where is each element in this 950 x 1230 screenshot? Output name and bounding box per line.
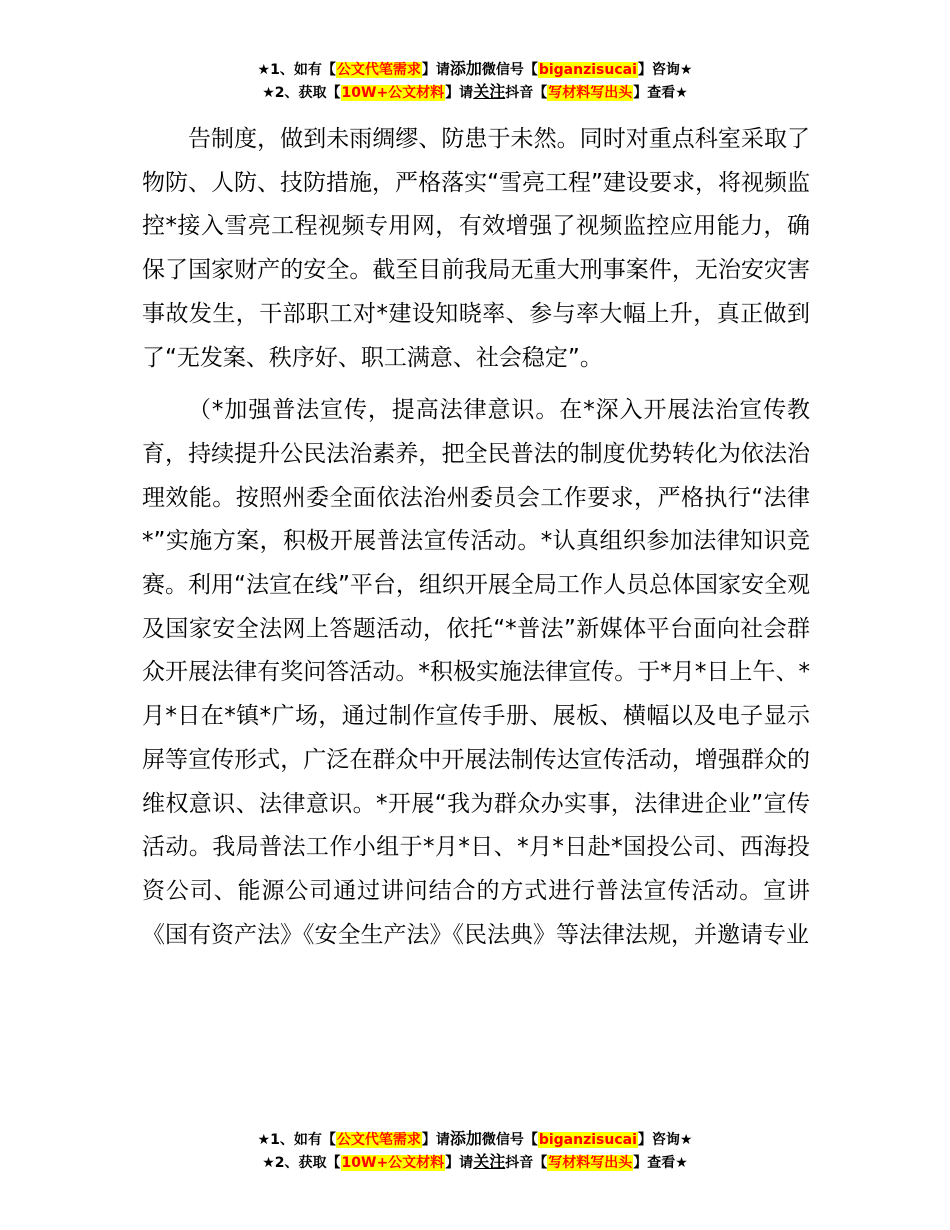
douyin-account-highlight: 写材料写出头 <box>548 85 633 101</box>
header-banner <box>0 58 950 104</box>
service-highlight: 公文代笔需求 <box>336 62 421 78</box>
banner-line-2: ★2、获取【10W+公文材料】请关注抖音【写材料写出头】查看★ <box>262 1152 688 1171</box>
banner-line-2: ★2、获取【10W+公文材料】请关注抖音【写材料写出头】查看★ <box>262 82 688 101</box>
paragraph: 告制度，做到未雨绸缪、防患于未然。同时对重点科室采取了物防、人防、技防措施，严格落实“雪亮工程”建设要求，将视频监控*接入雪亮工程视频专用网，有效增强了视频监控应用能力，确保了国家财产的安全。截至目前我局无重大刑事案件，无治安灾害事故发生，干部职工对*建设知晓率、参与率大幅上升，真正做到了“无发案、秩序好、职工满意、社会稳定”。 <box>142 126 810 371</box>
douyin-account-highlight: 写材料写出头 <box>548 1155 633 1171</box>
paragraph: （*加强普法宣传，提高法律意识。在*深入开展法治宣传教育，持续提升公民法治素养，把全民普法的制度优势转化为依法治理效能。按照州委全面依法治州委员会工作要求，严格执行“法律*”实施方案，积极开展普法宣传活动。*认真组织参加法律知识竞赛。利用“法宣在线”平台，组织开展全局工作人员总体国家安全观及国家安全法网上答题活动，依托“*普法”新媒体平台面向社会群众开展法律有奖问答活动。*积极实施法律宣传。于*月*日上午、*月*日在*镇*广场，通过制作宣传手册、展板、横幅以及电子显示屏等宣传形式，广泛在群众中开展法制传达宣传活动，增强群众的维权意识、法律意识。*开展“我为群众办实事，法律进企业”宣传活动。我局普法工作小组于*月*日、*月*日赴*国投公司、西海投资公司、能源公司通过讲问结合的方式进行普法宣传活动。宣讲《国有资产法》《安全生产法》《民法典》等法律法规，并邀请专业 <box>142 397 810 948</box>
service-highlight: 公文代笔需求 <box>336 1132 421 1148</box>
materials-highlight: 10W+公文材料 <box>341 85 445 101</box>
materials-highlight: 10W+公文材料 <box>341 1155 445 1171</box>
banner-line-1: ★1、如有【公文代笔需求】请添加微信号【biganzisucai】咨询★ <box>257 59 693 78</box>
footer-banner <box>0 1128 950 1174</box>
banner-line-1: ★1、如有【公文代笔需求】请添加微信号【biganzisucai】咨询★ <box>257 1129 693 1148</box>
wechat-id-highlight: biganzisucai <box>538 1132 637 1148</box>
document-body <box>142 118 810 957</box>
wechat-id-highlight: biganzisucai <box>538 62 637 78</box>
